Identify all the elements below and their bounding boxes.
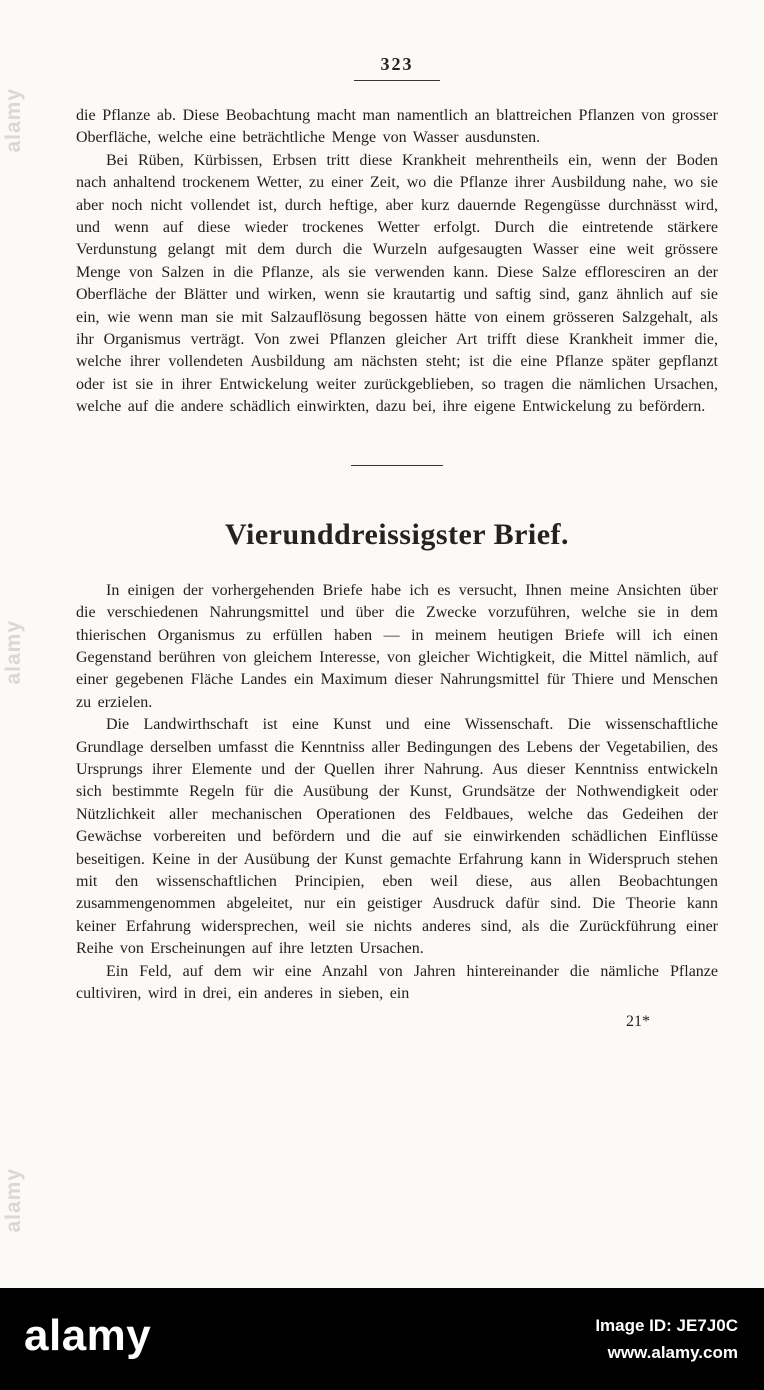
paragraph-continuation: die Pflanze ab. Diese Beobachtung macht man namentlich an blattreichen Pflanzen von grosser Oberfläche, welche eine beträchtliche Menge von Wasser ausdunsten. xyxy=(76,107,718,147)
side-watermark-alamy: alamy xyxy=(2,88,25,153)
paragraph-landwirthschaft: Die Landwirthschaft ist eine Kunst und eine Wissenschaft. Die wissenschaftliche Grundlage derselben umfasst die Kenntniss aller Bedingungen des Lebens der Vegetabilien, des Ursprungs ihrer Elemente und der Quellen ihrer Nahrung. Aus dieser Kenntniss entwickeln sich bestimmte Regeln für die Ausübung der Kunst, Grundsätze der Nothwendigkeit oder Nützlichkeit aller mechanischen Operationen des Feldbaues, welche das Gedeihen der Gewächse vorbereiten und befördern und die auf sie einwirkenden schädlichen Einflüsse beseitigen. Keine in der Ausübung der Kunst gemachte Erfahrung kann in Widerspruch stehen mit den wissenschaftlichen Principien, eben weil diese, aus allen Beobachtungen zusammengenommen abgeleitet, nur ein geistiger Ausdruck dafür sind. Die Theorie kann keiner Erfahrung widersprechen, weil sie nichts anderes sind, als die Zurückführung einer Reihe von Erscheinungen auf ihre letzten Ursachen. xyxy=(76,716,718,958)
page-number-rule xyxy=(354,80,440,81)
section-separator-rule xyxy=(351,465,443,466)
image-id-text: Image ID: JE7J0C xyxy=(595,1316,738,1335)
chapter-heading: Vierunddreissigster Brief. xyxy=(224,517,570,551)
side-watermark-alamy: alamy xyxy=(2,1168,25,1233)
alamy-url-text: www.alamy.com xyxy=(607,1343,738,1362)
page-number: 323 xyxy=(380,54,414,74)
paragraph-briefe-intro: In einigen der vorhergehenden Briefe habe ich es versucht, Ihnen meine Ansichten über die verschiedenen Nahrungsmittel und über die Zwecke vorzuführen, welche sie in dem thierischen Organismus zu erfüllen haben — in meinem heutigen Briefe will ich einen Gegenstand berühren von gleichem Interesse, von gleicher Wichtigkeit, die Mittel nämlich, auf einer gegebenen Fläche Landes ein Maximum dieser Nahrungsmittel für Thiere und Menschen zu erzielen. xyxy=(76,581,718,711)
alamy-logo: alamy xyxy=(24,1311,152,1360)
image-id-block xyxy=(595,1312,738,1366)
page-number-block xyxy=(76,54,718,81)
paragraph-krankheit: Bei Rüben, Kürbissen, Erbsen tritt diese Krankheit mehrentheils ein, wenn der Boden nach anhaltend trockenem Wetter, zu einer Zeit, wo die Pflanze ihrer Ausbildung nahe, wo sie aber noch nicht vollendet ist, durch heftige, aber kurz dauernde Regengüsse durchnässt wird, und wenn auf diese wieder trockenes Wetter erfolgt. Durch die eintretende stärkere Verdunstung gelangt mit dem durch die Wurzeln aufgesaugten Wasser eine weit grössere Menge von Salzen in die Pflanze, als sie verwenden kann. Diese Salze effloresciren an der Oberfläche der Blätter und wirken, wenn sie krautartig und saftig sind, ganz ähnlich auf sie ein, wie wenn man sie mit Salzauflösung begossen hätte von einem grösseren Salzgehalt, als ihr Organismus verträgt. Von zwei Pflanzen gleicher Art trifft diese Krankheit immer die, welche ihrer vollendeten Ausbildung am nächsten steht; ist die eine Pflanze später gepflanzt oder ist sie in ihrer Entwickelung weiter zurückgeblieben, so tragen die nämlichen Ursachen, welche auf die andere schädlich einwirkten, dazu bei, ihre eigene Entwickelung zu befördern. xyxy=(76,151,718,416)
paragraph-ein-feld: Ein Feld, auf dem wir eine Anzahl von Jahren hintereinander die nämliche Pflanze cultiviren, wird in drei, ein anderes in sieben, ein xyxy=(76,962,718,1002)
signature-mark: 21* xyxy=(626,1013,650,1031)
side-watermark-alamy: alamy xyxy=(2,620,25,685)
alamy-watermark-bar xyxy=(0,1288,764,1390)
